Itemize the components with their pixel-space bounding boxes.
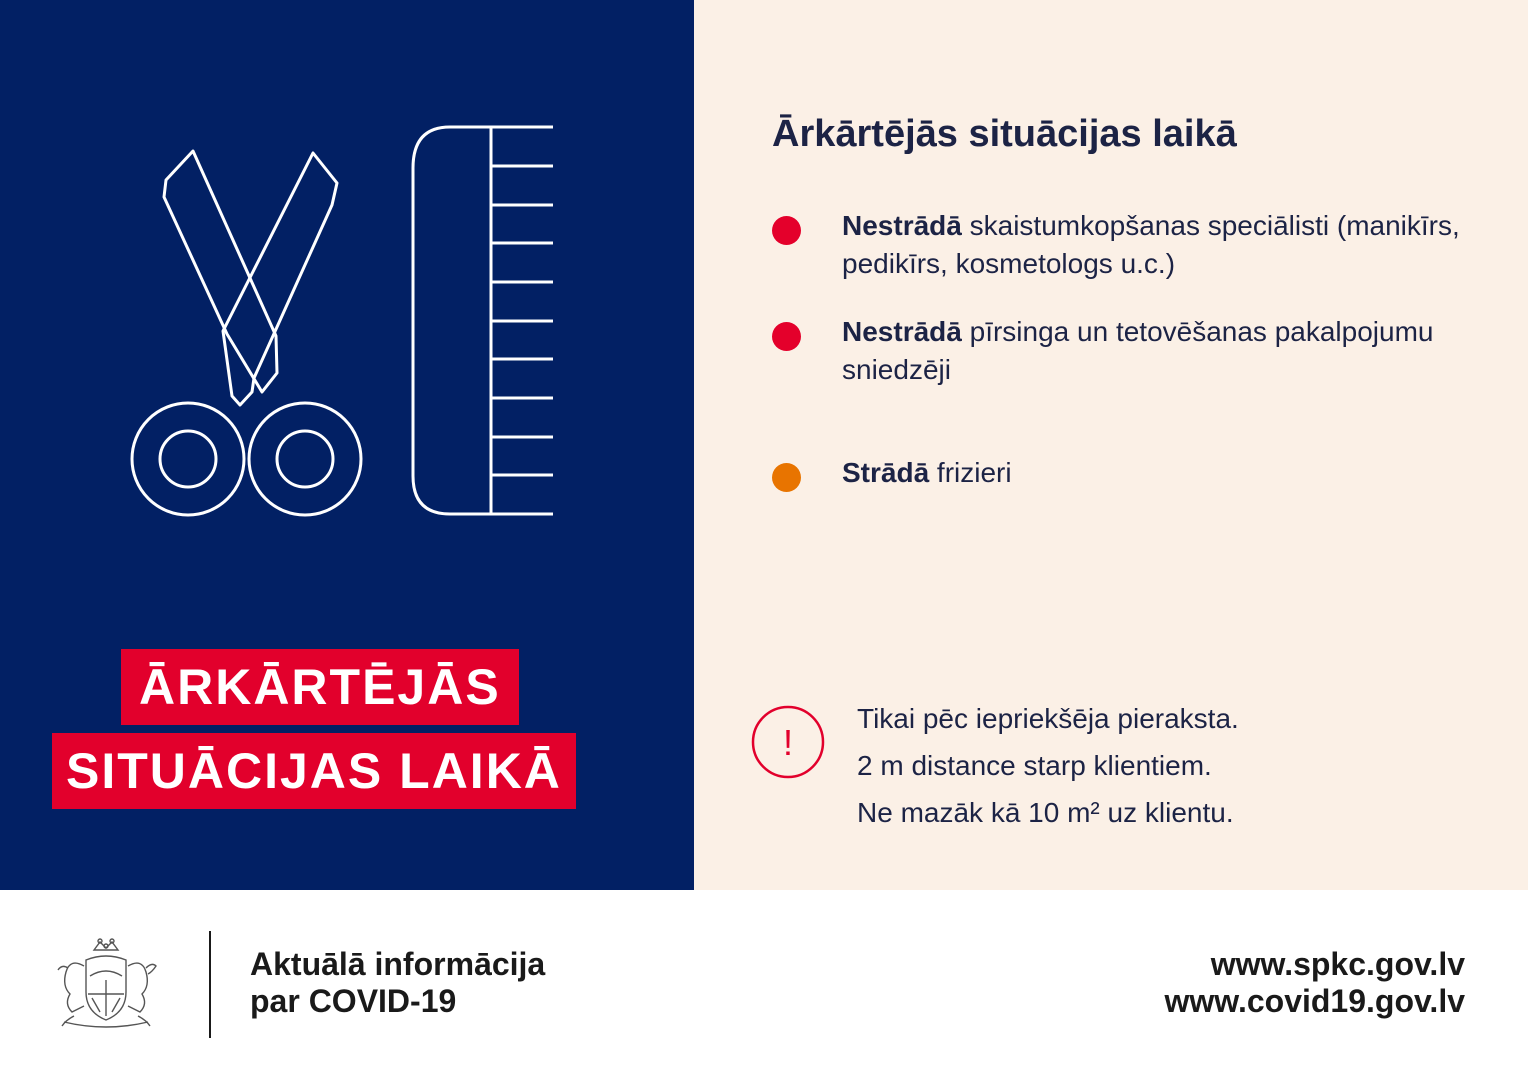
spkc-link[interactable]: www.spkc.gov.lv — [1210, 946, 1465, 982]
exclamation-circle-icon — [750, 704, 826, 780]
status-description: skaistumkopšanas speciālisti (manikīrs, pedikīrs, kosmetologs u.c.) — [842, 210, 1460, 279]
comb-icon — [413, 127, 553, 514]
red-dot-icon — [772, 322, 801, 351]
footer-divider — [209, 931, 211, 1038]
red-dot-icon — [772, 216, 801, 245]
rule-text: Tikai pēc iepriekšēja pieraksta. — [857, 703, 1239, 734]
rule-text: 2 m distance starp klientiem. — [857, 750, 1212, 781]
footer-info — [250, 946, 545, 1020]
rules-list — [857, 700, 1239, 841]
status-text — [842, 207, 1482, 283]
footer-line-1: Aktuālā informācija — [250, 946, 546, 982]
headline-line-1: ĀRKĀRTĒJĀS — [121, 649, 519, 725]
footer-line-2: par COVID-19 — [250, 983, 457, 1019]
status-text — [842, 313, 1482, 389]
headline-line-2: SITUĀCIJAS LAIKĀ — [52, 733, 576, 809]
status-text — [842, 454, 1482, 492]
footer-links — [1164, 946, 1465, 1020]
scissors-icon — [132, 151, 361, 515]
status-description: frizieri — [929, 457, 1012, 488]
left-panel — [0, 0, 694, 890]
covid19-link[interactable]: www.covid19.gov.lv — [1164, 983, 1465, 1019]
status-description: pīrsinga un tetovēšanas pakalpojumu sniedzēji — [842, 316, 1434, 385]
status-label: Nestrādā — [842, 316, 962, 347]
status-label: Nestrādā — [842, 210, 962, 241]
footer — [0, 890, 1528, 1080]
illustration — [0, 0, 694, 640]
orange-dot-icon — [772, 463, 801, 492]
rule-text: Ne mazāk kā 10 m² uz klientu. — [857, 797, 1234, 828]
warning-symbol: ! — [782, 722, 794, 763]
coat-of-arms-icon — [48, 936, 164, 1032]
status-label: Strādā — [842, 457, 930, 488]
info-title: Ārkārtējās situācijas laikā — [772, 113, 1237, 155]
